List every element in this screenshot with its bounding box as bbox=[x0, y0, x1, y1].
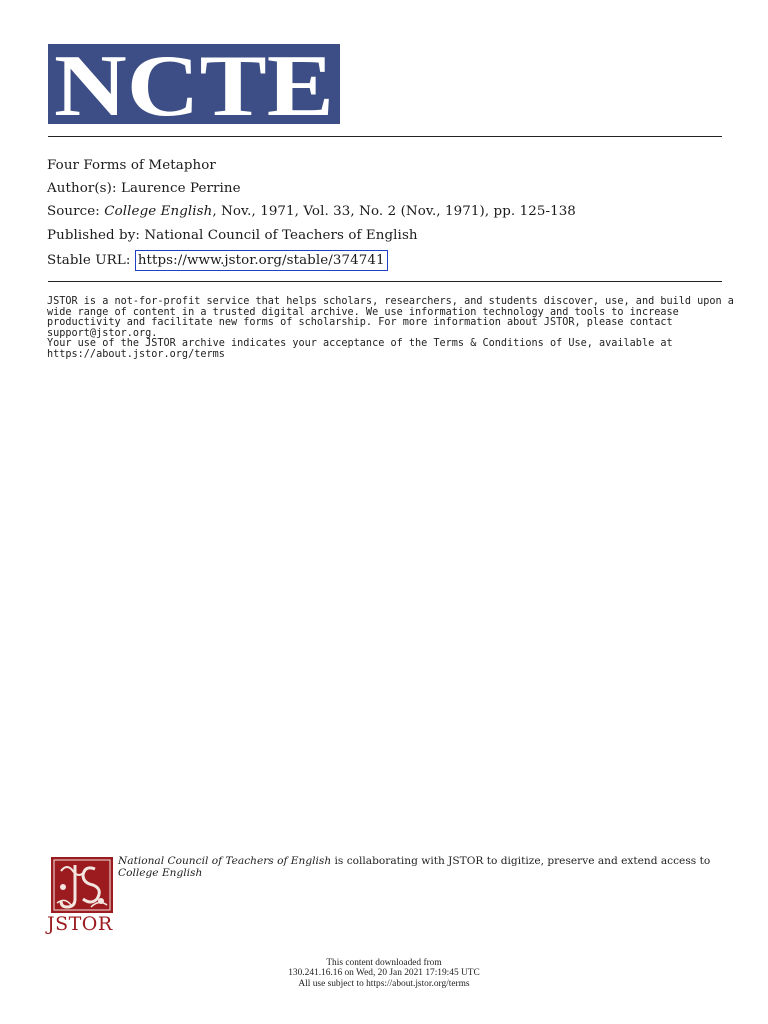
authors-label: Author(s): bbox=[47, 181, 117, 197]
source-journal: College English bbox=[104, 204, 213, 220]
footer-line-2: 130.241.16.16 on Wed, 20 Jan 2021 17:19:45 UTC bbox=[288, 968, 480, 979]
publisher-name: National Council of Teachers of English bbox=[144, 227, 418, 243]
source-label: Source: bbox=[47, 204, 100, 220]
authors-value: Laurence Perrine bbox=[120, 181, 241, 197]
article-title: Four Forms of Metaphor bbox=[47, 158, 216, 173]
jstor-about-text: JSTOR is a not-for-profit service that helps scholars, researchers, and students discover, use, and build upon a wide range of content in a trusted digital archive. We use information technology and tools to increase productivity and facilitate new forms of scholarship. For more information about JSTOR, please contact support@jstor.org. bbox=[47, 296, 734, 339]
stable-url-link[interactable]: https://www.jstor.org/stable/374741 bbox=[135, 250, 388, 271]
article-metadata bbox=[47, 154, 727, 272]
jstor-about-notice bbox=[47, 297, 737, 339]
jstor-seal-icon bbox=[51, 857, 113, 913]
jstor-terms-text: Your use of the JSTOR archive indicates your acceptance of the Terms & Conditions of Use, available at https://about.jstor.org/terms bbox=[47, 338, 673, 360]
stable-url-line bbox=[47, 249, 727, 272]
published-by-label: Published by: bbox=[47, 227, 140, 243]
ncte-logo-text: NCTE bbox=[54, 44, 334, 124]
download-footer bbox=[184, 958, 584, 989]
collab-journal: College English bbox=[118, 866, 203, 879]
collaboration-statement bbox=[118, 856, 718, 880]
footer-line-1: This content downloaded from bbox=[326, 958, 442, 968]
jstor-terms-notice bbox=[47, 339, 737, 360]
footer-line-3: All use subject to https://about.jstor.org/terms bbox=[298, 978, 470, 989]
stable-url-label: Stable URL: bbox=[47, 252, 131, 268]
collab-partner: National Council of Teachers of English bbox=[118, 855, 332, 867]
collab-text: is collaborating with JSTOR to digitize, preserve and extend access to bbox=[331, 855, 711, 867]
jstor-wordmark: JSTOR bbox=[47, 913, 113, 935]
authors-line bbox=[47, 177, 727, 200]
publisher-line bbox=[47, 224, 727, 247]
source-line bbox=[47, 200, 727, 223]
divider-bottom bbox=[48, 281, 722, 282]
ncte-logo bbox=[48, 44, 340, 124]
divider-top bbox=[48, 136, 722, 137]
source-details: , Nov., 1971, Vol. 33, No. 2 (Nov., 1971), pp. 125-138 bbox=[212, 204, 576, 220]
